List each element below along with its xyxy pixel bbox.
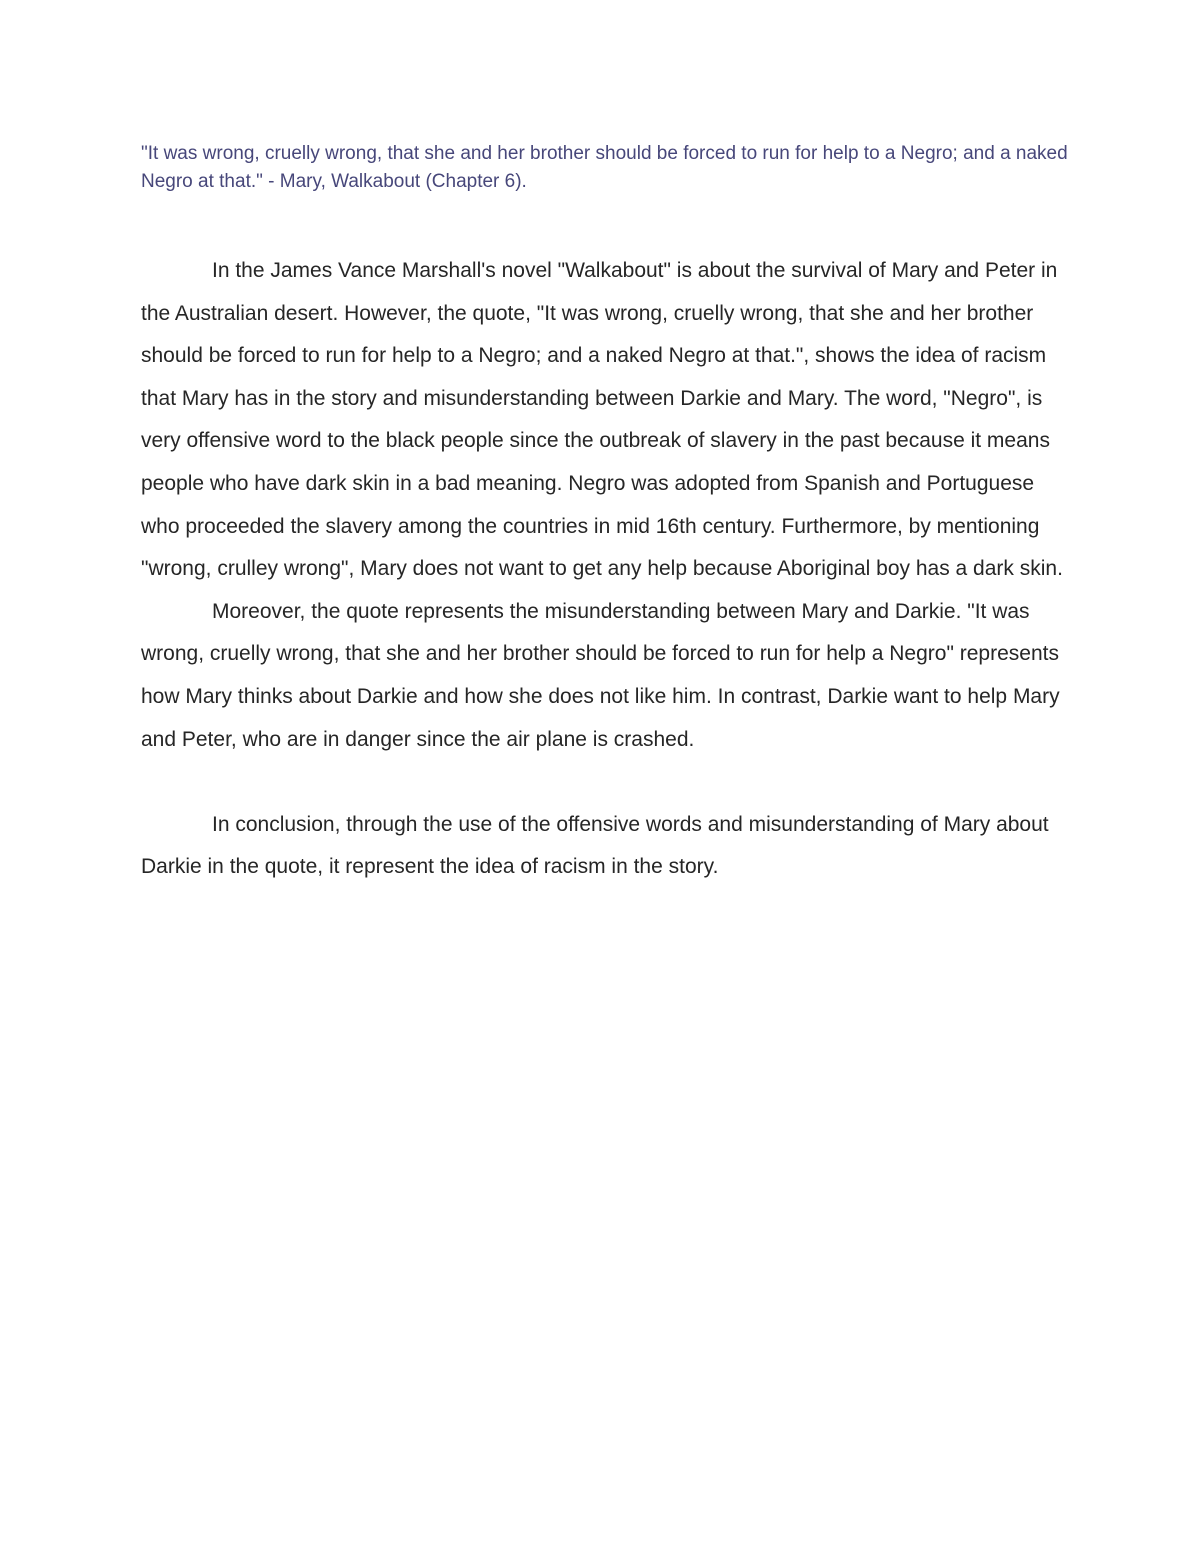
paragraph-misunderstanding: Moreover, the quote represents the misunderstanding between Mary and Darkie. "It was wrong, cruelly wrong, that she and her brother should be forced to run for help a Negro" represents how Mary thinks about Darkie and how she does not like him. In contrast, Darkie want to help Mary and Peter, who are in danger since the air plane is crashed. [141, 599, 1060, 751]
paragraph-introduction: In the James Vance Marshall's novel "Walkabout" is about the survival of Mary and Peter in the Australian desert. However, the quote, "It was wrong, cruelly wrong, that she and her brother should be forced to run for help to a Negro; and a naked Negro at that.", shows the idea of racism that Mary has in the story and misunderstanding between Darkie and Mary. The word, "Negro", is very offensive word to the black people since the outbreak of slavery in the past because it means people who have dark skin in a bad meaning. Negro was adopted from Spanish and Portuguese who proceeded the slavery among the countries in mid 16th century. Furthermore, by mentioning "wrong, crulley wrong", Mary does not want to get any help because Aboriginal boy has a dark skin. [141, 259, 1063, 581]
paragraph-conclusion: In conclusion, through the use of the offensive words and misunderstanding of Mary about Darkie in the quote, it represent the idea of racism in the story. [141, 812, 1049, 879]
epigraph-quote: "It was wrong, cruelly wrong, that she and her brother should be forced to run for help to a Negro; and a naked Negro at that." - Mary, Walkabout (Chapter 6). [141, 143, 1068, 192]
essay-body [141, 250, 1066, 889]
